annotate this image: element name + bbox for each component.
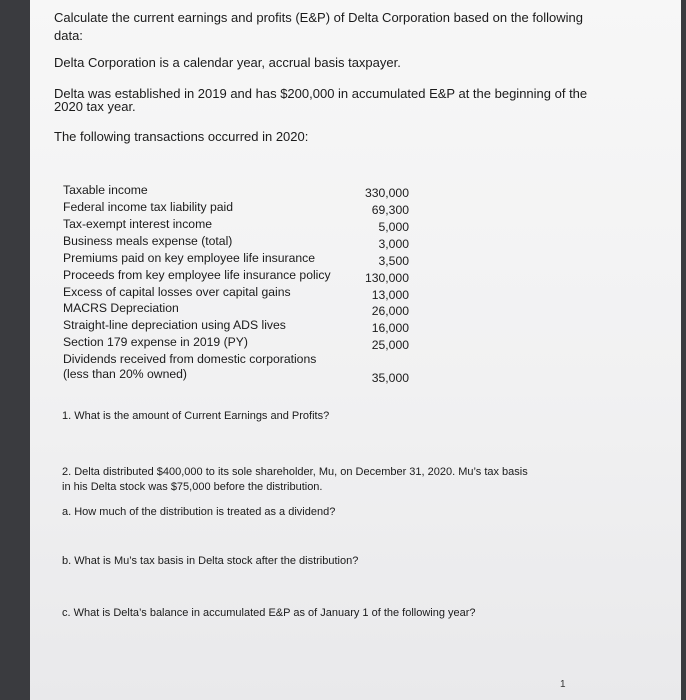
intro-line-2: data:	[54, 28, 83, 43]
row-value: 26,000	[371, 304, 409, 318]
question-2-line-2: in his Delta stock was $75,000 before the distribution.	[62, 481, 323, 493]
row-value: 16,000	[371, 321, 409, 335]
question-1: 1. What is the amount of Current Earnings and Profits?	[62, 410, 330, 422]
question-2c: c. What is Delta’s balance in accumulated E&P as of January 1 of the following year?	[62, 607, 476, 619]
row-label: Excess of capital losses over capital gains	[63, 285, 291, 299]
row-label: Dividends received from domestic corporations	[63, 352, 317, 366]
row-value: 25,000	[371, 338, 409, 352]
row-value: 3,000	[378, 237, 409, 251]
document-page	[30, 0, 681, 700]
intro-line-1: Calculate the current earnings and profits (E&P) of Delta Corporation based on the following	[54, 10, 583, 25]
row-label: Taxable income	[63, 183, 148, 197]
row-label: Premiums paid on key employee life insurance	[63, 251, 315, 265]
intro-established-line-2: 2020 tax year.	[54, 99, 136, 114]
question-2b: b. What is Mu’s tax basis in Delta stock after the distribution?	[62, 555, 359, 567]
row-label: Proceeds from key employee life insurance policy	[63, 268, 331, 282]
question-2a: a. How much of the distribution is treated as a dividend?	[62, 506, 336, 518]
row-label: Section 179 expense in 2019 (PY)	[63, 335, 248, 349]
row-value: 35,000	[371, 371, 409, 385]
row-label: (less than 20% owned)	[63, 367, 187, 381]
question-2-line-1: 2. Delta distributed $400,000 to its sole shareholder, Mu, on December 31, 2020. Mu’s tax basis	[62, 466, 528, 478]
row-value: 330,000	[364, 186, 409, 200]
row-value: 130,000	[364, 271, 409, 285]
row-value: 5,000	[378, 220, 409, 234]
row-value: 69,300	[371, 203, 409, 217]
intro-established-line-1: Delta was established in 2019 and has $200,000 in accumulated E&P at the beginning of the	[54, 86, 588, 101]
row-label: Tax-exempt interest income	[63, 217, 213, 231]
row-label: Straight-line depreciation using ADS lives	[63, 318, 286, 332]
row-value: 13,000	[371, 288, 409, 302]
row-label: Federal income tax liability paid	[63, 200, 234, 214]
row-label: Business meals expense (total)	[63, 234, 233, 248]
page-number: 1	[560, 679, 566, 690]
row-value: 3,500	[378, 254, 409, 268]
row-label: MACRS Depreciation	[63, 301, 179, 315]
intro-taxpayer-type: Delta Corporation is a calendar year, accrual basis taxpayer.	[54, 55, 401, 70]
intro-transactions-heading: The following transactions occurred in 2020:	[54, 129, 309, 144]
